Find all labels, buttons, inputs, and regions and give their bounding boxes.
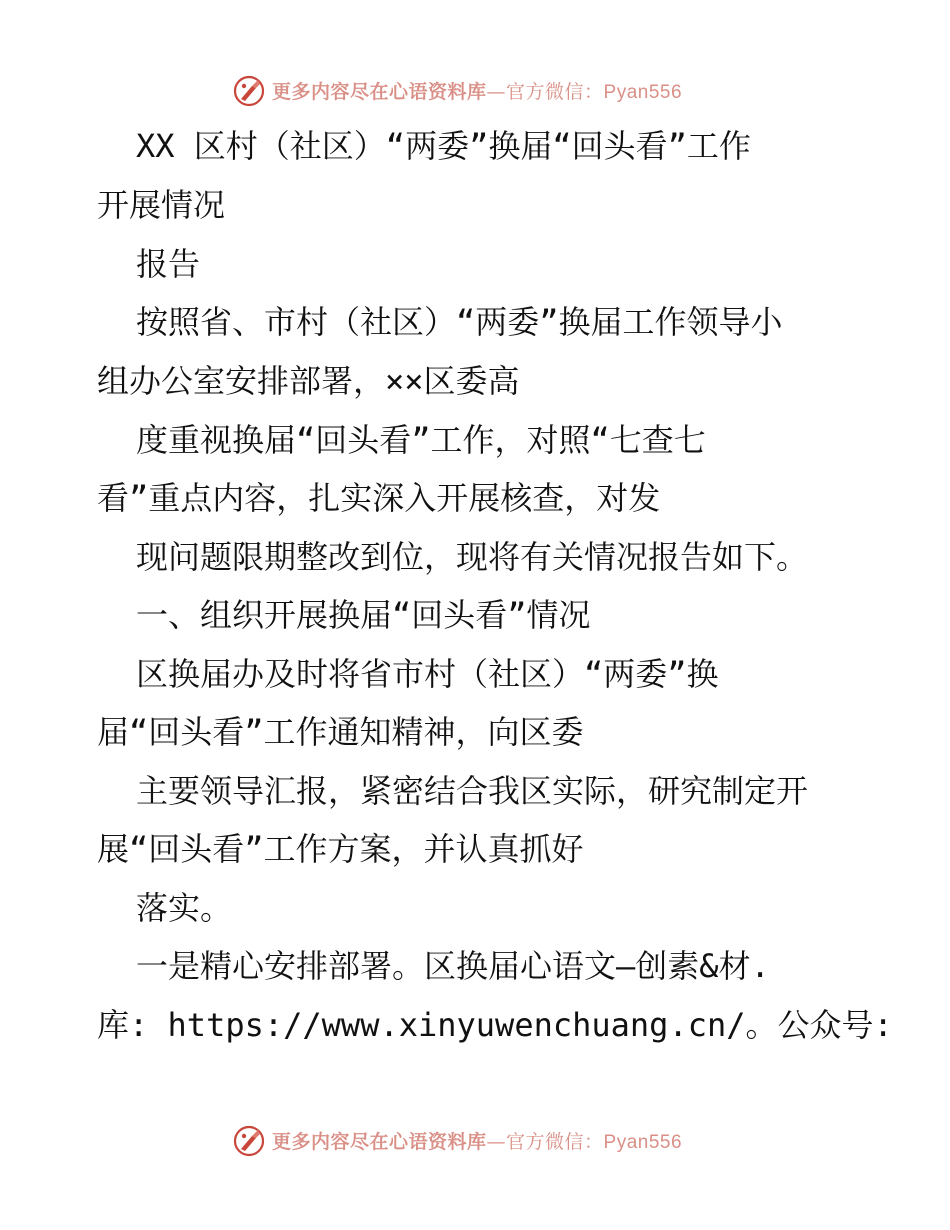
title-line-2: 开展情况 bbox=[97, 186, 226, 224]
title-line-3: 报告 bbox=[136, 245, 201, 283]
body-line: 主要领导汇报，紧密结合我区实际，研究制定开 bbox=[136, 772, 809, 810]
body-line: 落实。 bbox=[136, 889, 233, 927]
watermark-text bbox=[272, 77, 682, 104]
watermark-main: 更多内容尽在心语资料库 bbox=[272, 1131, 487, 1153]
body-line: 一是精心安排部署。区换届心语文—创素&材. bbox=[136, 947, 770, 985]
body-line: 度重视换届“回头看”工作，对照“七查七 bbox=[136, 421, 706, 459]
pen-nib-logo-icon bbox=[232, 1124, 266, 1158]
section-heading: 一、组织开展换届“回头看”情况 bbox=[136, 596, 591, 634]
watermark-wechat: 官方微信：Pyan556 bbox=[506, 1132, 683, 1153]
body-line: 现问题限期整改到位，现将有关情况报告如下。 bbox=[136, 538, 809, 576]
watermark-wechat: 官方微信：Pyan556 bbox=[506, 82, 683, 103]
watermark-separator: — bbox=[486, 1131, 507, 1153]
body-line: 按照省、市村（社区）“两委”换届工作领导小 bbox=[136, 303, 783, 341]
watermark-separator: — bbox=[486, 81, 507, 103]
body-line: 展“回头看”工作方案，并认真抓好 bbox=[97, 830, 584, 868]
footer-watermark bbox=[0, 1122, 950, 1158]
body-line: 组办公室安排部署，××区委高 bbox=[97, 362, 520, 400]
title-line-1: XX 区村（社区）“两委”换届“回头看”工作 bbox=[136, 127, 751, 165]
header-watermark bbox=[0, 72, 950, 108]
watermark-main: 更多内容尽在心语资料库 bbox=[272, 81, 487, 103]
body-line: 区换届办及时将省市村（社区）“两委”换 bbox=[136, 655, 719, 693]
body-line: 看”重点内容，扎实深入开展核查，对发 bbox=[97, 479, 661, 517]
watermark-text bbox=[272, 1127, 682, 1154]
body-line: 届“回头看”工作通知精神，向区委 bbox=[97, 713, 584, 751]
body-line: 库: https://www.xinyuwenchuang.cn/。公众号: bbox=[97, 1006, 893, 1044]
pen-nib-logo-icon bbox=[232, 74, 266, 108]
